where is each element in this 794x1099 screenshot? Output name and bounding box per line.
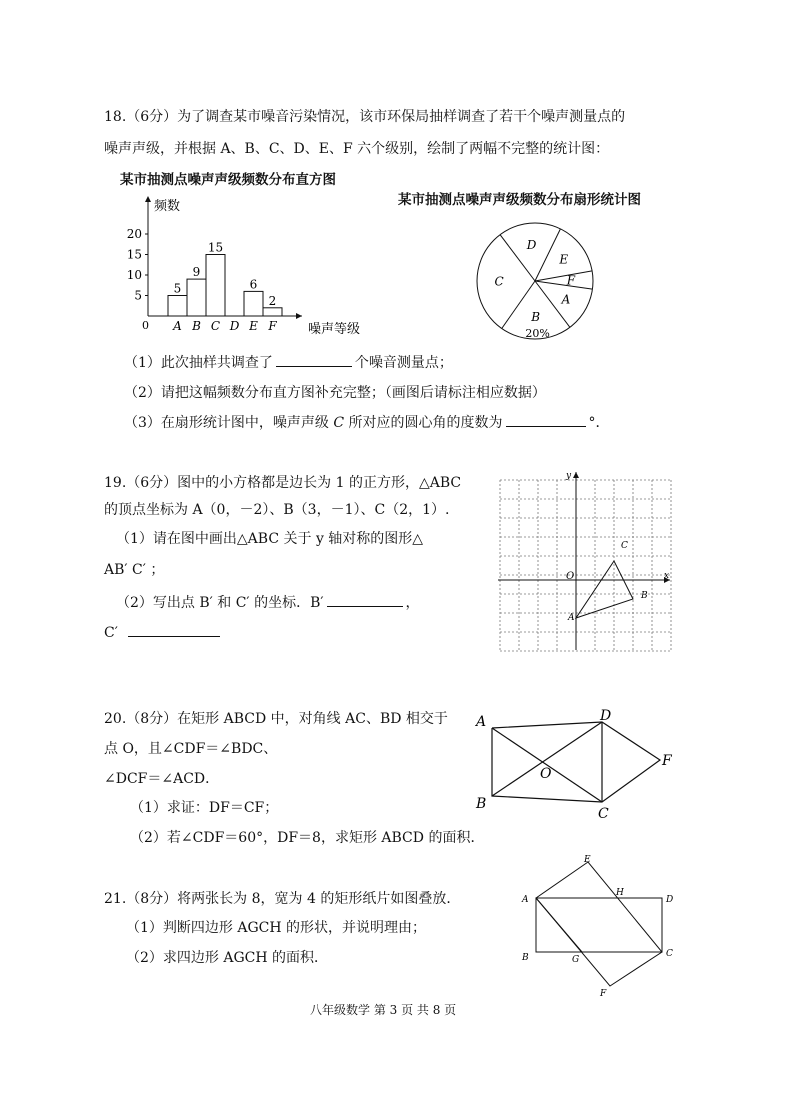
label-a: A [522,895,529,905]
point-b-label: B [641,591,648,601]
q19-answer-blank-b[interactable] [327,592,403,607]
bar-value-label: 6 [249,277,258,292]
q18-line2: 噪声声级，并根据 A、B、C、D、E、F 六个级别，绘制了两幅不完整的统计图： [104,141,610,157]
q18-line1: 18.（6分）为了调查某市噪音污染情况，该市环保局抽样调查了若干个噪声测量点的 [104,109,626,125]
bar-y-arrow-icon [145,196,151,202]
segment-ag [536,898,582,952]
label-c: C [666,949,673,959]
pie-label-C: C [494,274,504,289]
y-axis-label: y [566,471,572,481]
label-g: G [572,955,580,965]
pie-label-E: E [559,252,569,267]
bar-F [263,308,282,316]
q18-sub3 [124,412,610,432]
bar-value-label: 9 [192,265,201,280]
label-h: H [616,888,624,898]
q19-answer-blank-c[interactable] [128,622,220,637]
q21-sub1: （1）判断四边形 AGCH 的形状，并说明理由； [126,920,427,936]
q18-sub1 [124,352,453,372]
pie-label-A: A [561,292,571,307]
rectangle-abcd-outline [492,722,660,802]
label-b: B [476,796,487,812]
y-axis-arrow-icon [573,472,579,478]
label-o: O [540,766,552,782]
q21-line1: 21.（8分）将两张长为 8，宽为 4 的矩形纸片如图叠放． [104,891,461,907]
q19-line2: 的顶点坐标为 A（0，－2）、B（3，－1）、C（2，1）. [104,502,450,518]
q19-line5-text: （2）写出点 B′ 和 C′ 的坐标．B′ [116,595,324,611]
bar-y-tick-label: 15 [126,247,142,262]
bar-category-label: B [192,319,201,333]
pie-percent-label-b: 20% [525,326,550,340]
q18-sub3-text: （3）在扇形统计图中，噪声声级 [124,415,329,431]
q19-line6-text: C′ [104,625,118,641]
q18-answer-blank-1[interactable] [276,352,352,367]
q21-sub2: （2）求四边形 AGCH 的面积． [126,950,329,966]
q19-line6 [104,622,223,641]
triangle-abc [576,561,633,618]
page-footer: 八年级数学 第 3 页 共 8 页 [310,1003,457,1017]
bar-y-tick-label: 5 [134,288,142,303]
q20-sub1: （1）求证：DF＝CF； [130,800,279,816]
q19-line5-tail: ， [405,595,420,611]
rectangle-abcd [536,898,662,952]
bar-y-label: 频数 [154,199,181,214]
q18-sub3-tail: °． [588,415,610,431]
bar-value-label: 5 [173,281,182,296]
pie-label-D: D [526,238,537,253]
label-a: A [476,714,487,730]
bar-category-label: A [173,319,182,333]
point-a-label: A [568,613,575,623]
bar-y-tick-label: 10 [126,268,142,282]
bar-chart-title: 某市抽测点噪声声级频数分布直方图 [120,172,336,188]
q19-line5 [116,592,420,612]
label-c: C [598,806,609,822]
rectangle-aecf [536,862,662,986]
bar-chart [120,192,400,342]
q18-sub1-tail: 个噪音测量点； [354,355,453,371]
pie-chart-title: 某市抽测点噪声声级频数分布扇形统计图 [398,192,641,208]
label-d: D [600,708,612,724]
q20-line3: ∠DCF＝∠ACD． [104,771,220,787]
label-e: E [584,855,591,865]
bar-y-tick-label: 20 [126,227,142,241]
q18-sub2: （2）请把这幅频数分布直方图补充完整；（画图后请标注相应数据） [124,385,546,401]
label-b: B [522,953,529,963]
bar-category-label: D [229,319,240,333]
q18-sub3-var: C [333,415,345,431]
rectangle-figure [470,706,690,826]
q18-sub1-text: （1）此次抽样共调查了 [124,355,273,371]
pie-label-B: B [531,309,541,324]
q20-sub2: （2）若∠CDF＝60°，DF＝8，求矩形 ABCD 的面积． [130,830,485,846]
bar-category-label: C [210,319,221,333]
bar-A [168,296,187,317]
bar-category-label: F [268,319,277,333]
q19-line1: 19.（6分）图中的小方格都是边长为 1 的正方形，△ABC [104,475,462,491]
q20-line2: 点 O，且∠CDF＝∠BDC、 [104,741,278,757]
point-c-label: C [621,541,628,551]
q20-line1: 20.（8分）在矩形 ABCD 中，对角线 AC、BD 相交于 [104,711,448,727]
q18-sub3-mid: 所对应的圆心角的度数为 [348,415,503,431]
coordinate-grid [488,468,678,658]
overlap-rectangles-figure [516,852,696,1002]
bar-x-arrow-icon [296,313,302,319]
pie-label-F: F [566,273,576,288]
label-d: D [666,895,674,905]
diagonal-ac [492,728,602,802]
bar-C [206,255,225,317]
bar-B [187,279,206,316]
x-axis-label: x [664,571,670,581]
q19-line3: （1）请在图中画出△ABC 关于 y 轴对称的图形△ [116,531,424,547]
bar-value-label: 2 [268,293,277,308]
diagonal-bd [492,722,602,796]
bar-category-label: E [249,319,258,333]
pie-chart [470,218,600,348]
q18-answer-blank-3[interactable] [506,412,586,427]
bar-E [244,291,263,316]
bar-x-label: 噪声等级 [308,322,361,337]
origin-label: O [566,571,575,582]
bar-value-label: 15 [207,240,224,255]
q19-line4: AB′ C′ ； [104,562,165,578]
label-f: F [600,989,607,999]
label-f: F [662,753,672,769]
bar-origin-label: 0 [142,319,149,332]
